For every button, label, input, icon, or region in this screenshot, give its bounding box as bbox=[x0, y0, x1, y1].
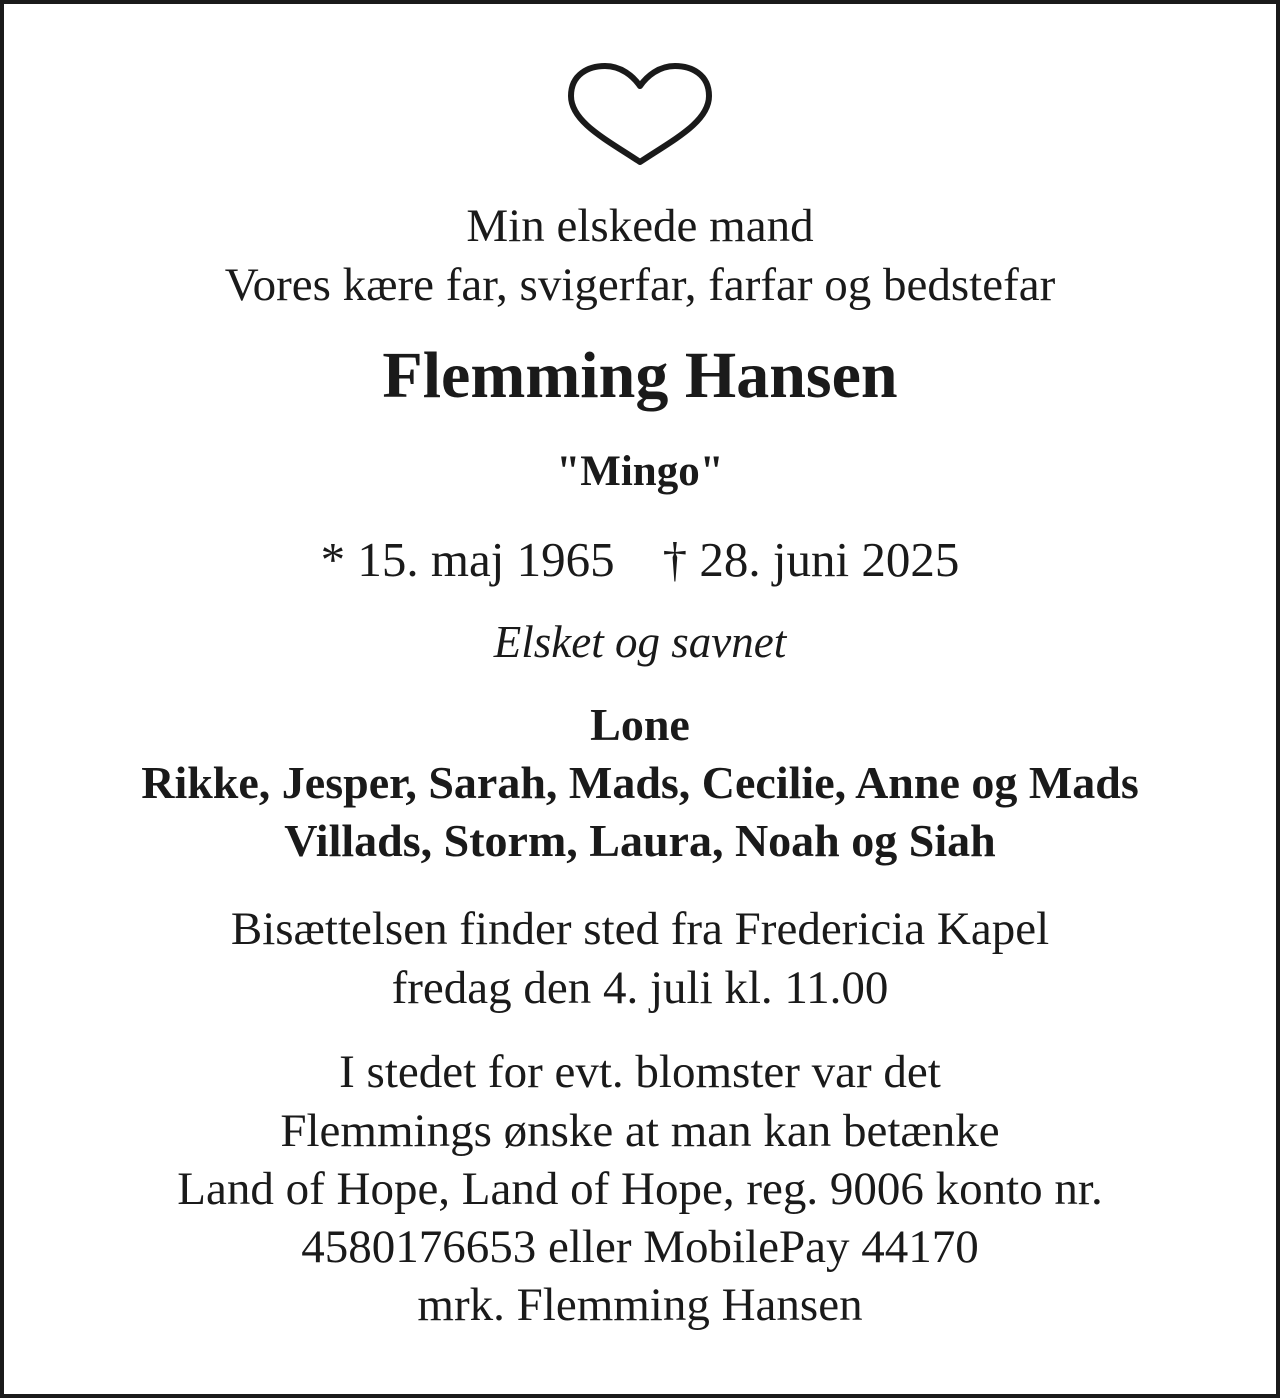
donation-line-1: I stedet for evt. blomster var det bbox=[339, 1046, 941, 1098]
donation-line-5: mrk. Flemming Hansen bbox=[417, 1279, 863, 1331]
death-date: † 28. juni 2025 bbox=[662, 532, 960, 587]
heart-outline-icon bbox=[567, 62, 713, 168]
nickname: "Mingo" bbox=[556, 448, 724, 495]
family-line-1: Lone bbox=[590, 699, 690, 750]
intro-line-2: Vores kære far, svigerfar, farfar og bedstefar bbox=[224, 259, 1056, 311]
donation-line-3: Land of Hope, Land of Hope, reg. 9006 konto nr. bbox=[177, 1163, 1103, 1215]
birth-date: * 15. maj 1965 bbox=[320, 532, 615, 587]
life-dates bbox=[0, 532, 1280, 587]
deceased-name: Flemming Hansen bbox=[382, 339, 898, 412]
funeral-line-1: Bisættelsen finder sted fra Fredericia Kapel bbox=[230, 903, 1050, 955]
donation-line-4: 4580176653 eller MobilePay 44170 bbox=[301, 1221, 979, 1273]
sentiment-line: Elsket og savnet bbox=[493, 617, 787, 667]
family-line-3: Villads, Storm, Laura, Noah og Siah bbox=[284, 815, 996, 866]
family-line-2: Rikke, Jesper, Sarah, Mads, Cecilie, Anne og Mads bbox=[141, 757, 1139, 808]
funeral-line-2: fredag den 4. juli kl. 11.00 bbox=[391, 962, 889, 1014]
intro-line-1: Min elskede mand bbox=[466, 200, 814, 252]
donation-line-2: Flemmings ønske at man kan betænke bbox=[280, 1105, 1000, 1157]
